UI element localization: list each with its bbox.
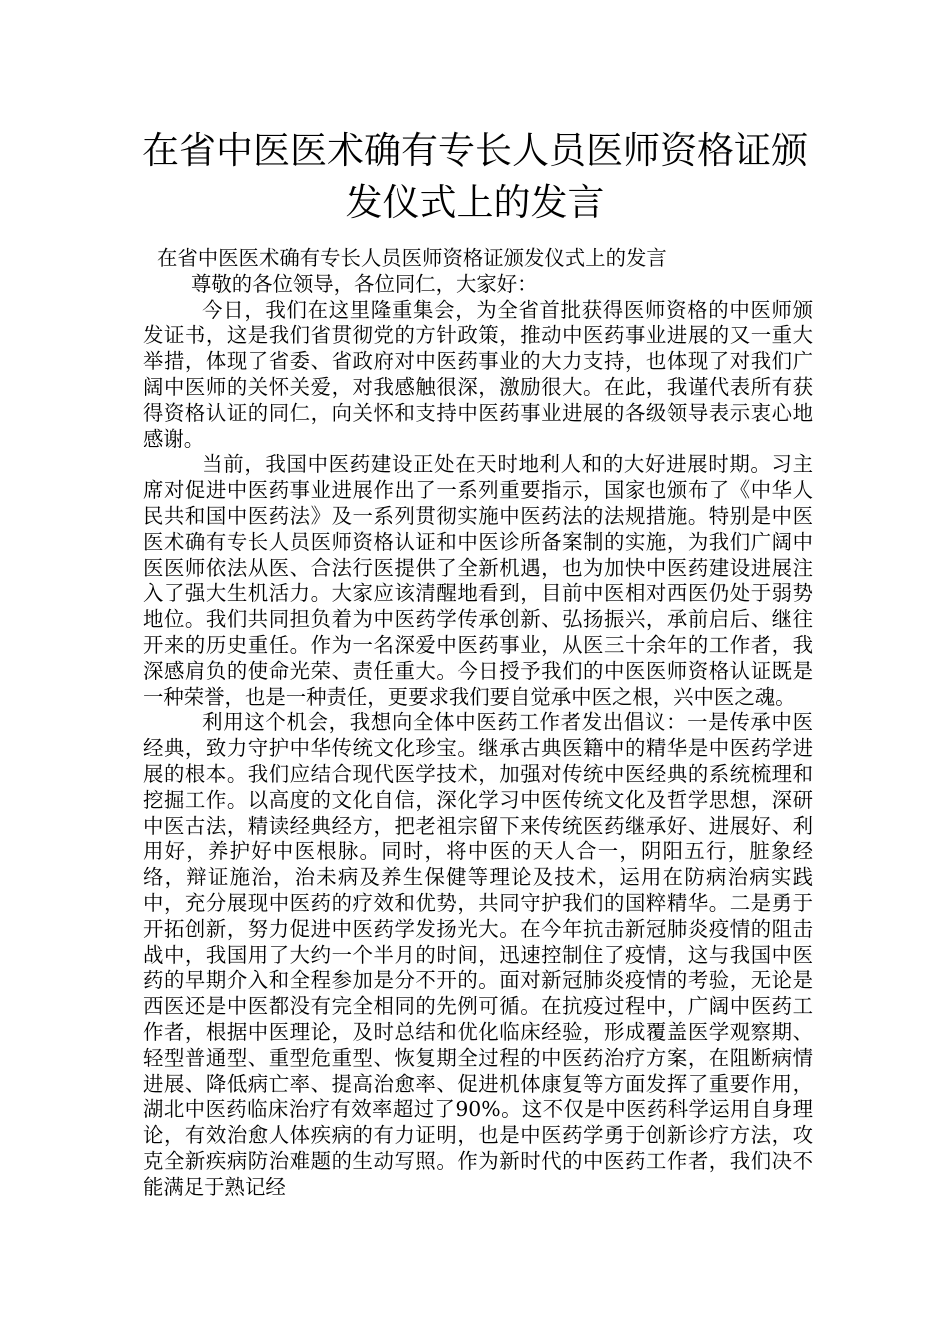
document-title <box>110 125 840 229</box>
paragraph-2: 当前，我国中医药建设正处在天时地利人和的大好进展时期。习主席对促进中医药事业进展作出了一系列重要指示，国家也颁布了《中华人民共和国中医药法》及一系列贯彻实施中医药法的法规措施。特别是中医医术确有专长人员医师资格认证和中医诊所备案制的实施，为我们广阔中医医师依法从医、合法行医提供了全新机遇，也为加快中医药建设进展注入了强大生机活力。大家应该清醒地看到，目前中医相对西医仍处于弱势地位。我们共同担负着为中医药学传承创新、弘扬振兴，承前启后、继往开来的历史重任。作为一名深爱中医药事业，从医三十余年的工作者，我深感肩负的使命光荣、责任重大。今日授予我们的中医医师资格认证既是一种荣誉，也是一种责任，更要求我们要自觉承中医之根，兴中医之魂。 <box>143 452 813 709</box>
paragraph-1: 今日，我们在这里隆重集会，为全省首批获得医师资格的中医师颁发证书，这是我们省贯彻党的方针政策，推动中医药事业进展的又一重大举措，体现了省委、省政府对中医药事业的大力支持，也体现了对我们广阔中医师的关怀关爱，对我感触很深，激励很大。在此，我谨代表所有获得资格认证的同仁，向关怀和支持中医药事业进展的各级领导表示衷心地感谢。 <box>143 297 813 451</box>
title-line-2: 发仪式上的发言 <box>345 181 605 224</box>
title-line-1: 在省中医医术确有专长人员医师资格证颁 <box>142 129 808 172</box>
speech-subtitle: 在省中医医术确有专长人员医师资格证颁发仪式上的发言 <box>157 246 667 270</box>
document-body <box>143 246 813 1200</box>
greeting: 尊敬的各位领导，各位同仁，大家好： <box>190 271 538 296</box>
paragraph-3: 利用这个机会，我想向全体中医药工作者发出倡议：一是传承中医经典，致力守护中华传统文化珍宝。继承古典医籍中的精华是中医药学进展的根本。我们应结合现代医学技术，加强对传统中医经典的系统梳理和挖掘工作。以高度的文化自信，深化学习中医传统文化及哲学思想，深研中医古法，精读经典经方，把老祖宗留下来传统医药继承好、进展好、利用好，养护好中医根脉。同时，将中医的天人合一，阴阳五行，脏象经络，辩证施治，治未病及养生保健等理论及技术，运用在防病治病实践中，充分展现中医药的疗效和优势，共同守护我们的国粹精华。二是勇于开拓创新，努力促进中医药学发扬光大。在今年抗击新冠肺炎疫情的阻击战中，我国用了大约一个半月的时间，迅速控制住了疫情，这与我国中医药的早期介入和全程参加是分不开的。面对新冠肺炎疫情的考验，无论是西医还是中医都没有完全相同的先例可循。在抗疫过程中，广阔中医药工作者，根据中医理论，及时总结和优化临床经验，形成覆盖医学观察期、轻型普通型、重型危重型、恢复期全过程的中医药治疗方案，在阻断病情进展、降低病亡率、提高治愈率、促进机体康复等方面发挥了重要作用，湖北中医药临床治疗有效率超过了90%。这不仅是中医药科学运用自身理论，有效治愈人体疾病的有力证明，也是中医药学勇于创新诊疗方法，攻克全新疾病防治难题的生动写照。作为新时代的中医药工作者，我们决不能满足于熟记经 <box>143 710 813 1199</box>
